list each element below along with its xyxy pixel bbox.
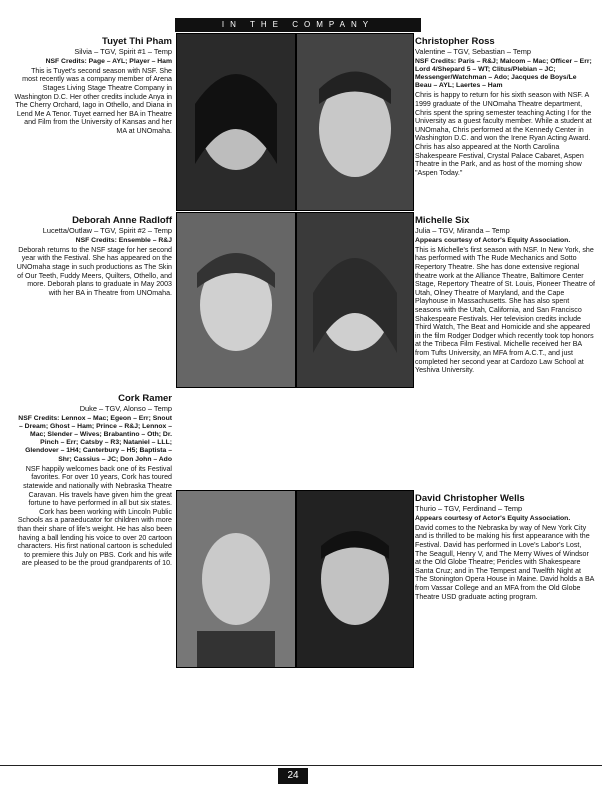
person-credits: Appears courtesy of Actor's Equity Association.: [415, 236, 571, 244]
person-role: Thurio – TGV, Ferdinand – Temp: [415, 504, 523, 513]
person-role: Duke – TGV, Alonso – Temp: [79, 404, 172, 413]
person-credits: NSF Credits: Paris – R&J; Malcom – Mac; Officer – Err; Lord 4/Shepard 5 – WT; Clitus/Plebian – JC; Messenger/Watchman – Ado; Jacques de Boys/Le Beau – AYL; Laertes – Ham: [415, 57, 592, 90]
bio-tuyet-pham: [14, 36, 172, 136]
bio-cork-ramer: [14, 393, 172, 568]
person-name: Cork Ramer: [118, 393, 172, 404]
section-header: IN THE COMPANY: [175, 18, 421, 32]
bio-david-wells: [415, 493, 595, 601]
person-role: Julia – TGV, Miranda – Temp: [415, 226, 510, 235]
bio-deborah-radloff: [14, 215, 172, 297]
person-bio: This is Michelle's first season with NSF. In New York, she has performed with The Rude Mechanics and Sotto Repertory Theatre. She has done extensive regional theatre work at the Alliance Theatre, Baltimore Center Stage, Repertory Theatre of St. Louis, Pioneer Theatre of Utah, Olney Theatre of Maryland, and the Cape Playhouse in Massachusetts. She has also spent seasons with the Utah, California, and San Francisco Shakespeare Festivals. Her television credits include Third Watch, The Beat and Homicide and she appeared in the film Rodger Dodger which recently took top honors at the Tribeca Film Festival. Michelle received her BA from Tufts University, an MFA from A.C.T., and just completed her second year at Cardozo Law School at Yeshiva University.: [415, 245, 595, 375]
person-credits: NSF Credits: Ensemble – R&J: [75, 236, 172, 244]
person-name: Deborah Anne Radloff: [72, 215, 172, 226]
headshot-photo-1: [176, 33, 296, 211]
person-credits: Appears courtesy of Actor's Equity Association.: [415, 514, 571, 522]
person-credits: NSF Credits: Lennox – Mac; Egeon – Err; Snout – Dream; Ghost – Ham; Prince – R&J; Lennox – Mac; Slender – Wives; Brabantino – Oth; Dr. Pinch – Err; Catsby – R3; Nataniel – LLL; Glendover – 1H4; Canterbury – H5; Baptista – Shr; Cassius – JC; Don John – Ado: [18, 414, 172, 463]
person-bio: David comes to the Nebraska by way of New York City and is thrilled to be making his first appearance with the Festival. David has performed in Love's Labor's Lost, The Seagull, Henry V, and The Merry Wives of Windsor at the Old Globe Theatre; Pericles with Shakespeare Santa Cruz; and in The Tempest and Twelfth Night at The Stonington Opera House in Maine. David holds a BA from Vassar College and an MFA from the Old Globe Theatre USD graduate acting program.: [415, 523, 595, 601]
person-role: Silvia – TGV, Spirit #1 – Temp: [74, 47, 172, 56]
person-bio: NSF happily welcomes back one of its Festival favorites. For over 10 years, Cork has toured statewide and nationally with Nebraska Theatre Caravan. His travels have given him the great fortune to have performed in all but six states. Cork has been working with Lincoln Public Schools as a paraeducator for children with more than their share of life's weight. He has also been having a ball lending his voice to over 20 cartoon characters. His first national cartoon is scheduled to premiere this July on PBS. Cork and his wife are pleased to be the proud grandparents of 10.: [17, 464, 172, 568]
person-role: Lucetta/Outlaw – TGV, Spirit #2 – Temp: [42, 226, 172, 235]
footer-rule: [0, 765, 602, 766]
person-name: Christopher Ross: [415, 36, 495, 47]
person-bio: Deborah returns to the NSF stage for her second year with the Festival. She has appeared on the UNOmaha stage in such productions as The Skin of Our Teeth, Fuddy Meers, Quilters, Othello, and more. Deborah plans to graduate in May 2003 with her BA in Theatre from UNOmaha.: [16, 245, 172, 297]
headshot-photo-5: [176, 490, 296, 668]
person-name: David Christopher Wells: [415, 493, 525, 504]
bio-christopher-ross: [415, 36, 595, 177]
person-credits: NSF Credits: Page – AYL; Player – Ham: [45, 57, 172, 65]
bio-michelle-six: [415, 215, 595, 375]
headshot-photo-4: [296, 212, 414, 388]
person-name: Tuyet Thi Pham: [101, 36, 172, 47]
person-bio: This is Tuyet's second season with NSF. She most recently was a company member of Arena Stages Living Stage Theatre Company in Washington D.C. Her other credits include Anya in The Cherry Orchard, Iago in Othello, and Diana in Lend Me A Tenor. Tuyet earned her BA in Theatre and Film from the University of Kansas and her MA at UNOmaha.: [14, 66, 172, 135]
person-bio: Chris is happy to return for his sixth season with NSF. A 1999 graduate of the UNOmaha Theatre department, Chris spent the spring semester teaching Acting I for the University as a guest faculty member. While a student at UNOmaha, Chris performed at the Kennedy Center in Washington D.C. and won the Irene Ryan Acting Award. Chris has also appeared at the North Carolina Shakespeare Festival, Crystal Palace Cabaret, Aspen Theatre in the Park, and as host of the morning show "Aspen Today.": [415, 91, 592, 177]
person-role: Valentine – TGV, Sebastian – Temp: [415, 47, 531, 56]
person-name: Michelle Six: [415, 215, 470, 226]
headshot-photo-6: [296, 490, 414, 668]
headshot-photo-2: [296, 33, 414, 211]
headshot-photo-3: [176, 212, 296, 388]
page-number: 24: [278, 768, 308, 784]
